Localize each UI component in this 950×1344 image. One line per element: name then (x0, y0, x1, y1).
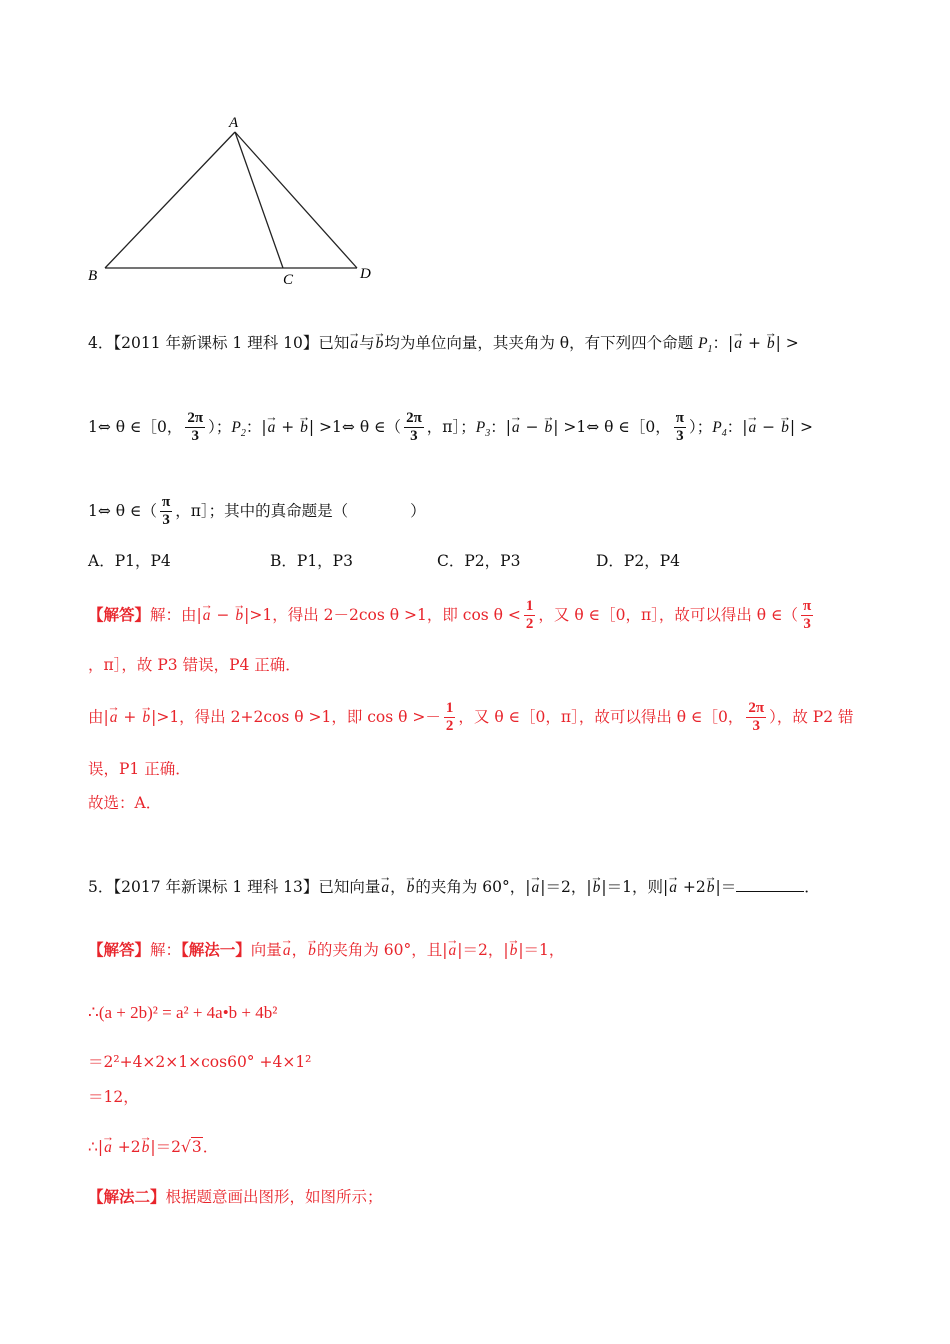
p1-label: $P_1$ (698, 335, 713, 356)
vector-b: → b (375, 334, 385, 354)
vector-a: → a (349, 334, 359, 354)
q4-line-3 (88, 494, 426, 530)
fraction-2pi-3: $\frac{2\pi}{3}$ (187, 410, 204, 445)
label-C: C (283, 272, 294, 288)
fraction-2pi-3: $\frac{2\pi}{3}$ (748, 700, 765, 735)
fraction-2pi-3: $\frac{2\pi}{3}$ (406, 410, 422, 445)
sol5-line-2: ∴(a + 2b)² = a² + 4a•b + 4b² (88, 1003, 278, 1022)
q4-header: 4．【2011 年新课标 1 理科 10】已知 (88, 334, 350, 352)
answer-blank[interactable] (736, 877, 804, 892)
segment-AB (105, 132, 235, 268)
q4-text: 1⇔ θ ∈（ (88, 501, 158, 520)
sol5-line-6: 【解法二】根据题意画出图形，如图所示； (88, 1187, 383, 1206)
triangle-figure (80, 110, 380, 290)
label-D: D (360, 266, 371, 282)
label-B: B (88, 268, 98, 284)
fraction-1-2: $\frac{1}{2}$ (445, 700, 454, 735)
sol4-line-5: 故选：A． (88, 794, 162, 812)
q4-text: 均为单位向量，其夹角为 θ，有下列四个命题 (384, 334, 699, 352)
option-b[interactable]: B．P1，P3 (270, 552, 353, 570)
q4-text: 1⇔ θ ∈［0， (88, 417, 183, 436)
vector-a: → a (733, 334, 743, 354)
option-c[interactable]: C．P2，P3 (437, 552, 521, 570)
sol4-line-1: 【解答】解：由|→ a − → b|>1，得出 2－2cos θ >1，即 cos θ < $\frac{1}{2}$ ，又 θ ∈［0，π］，故可以得出 θ ∈（ $\frac{\pi}{3}$ (88, 598, 816, 634)
q5-header: 5．【2017 年新课标 1 理科 13】已知向量 (88, 878, 381, 896)
q5-line: 5．【2017 年新课标 1 理科 13】已知向量→ a，→ b的夹角为 60°，|→ a|＝2，|→ b|＝1，则|→ a +2→ b|＝ ． (88, 877, 820, 898)
sol4-line-4: 误，P1 正确． (88, 760, 191, 778)
sol4-line-2: ，π］，故 P3 错误，P4 正确． (88, 656, 301, 674)
answer-tag: 【解答】 (88, 940, 151, 959)
method-tag: 【解法一】 (181, 940, 251, 959)
answer-tag: 【解答】 (88, 604, 151, 624)
sol5-line-1: 【解答】解：【解法一】向量→ a，→ b的夹角为 60°，且|→ a|＝2，|→ b|＝1， (88, 940, 564, 961)
label-A: A (229, 115, 239, 131)
vector-b: → b (766, 334, 776, 354)
fraction-pi-3: $\frac{\pi}{3}$ (675, 410, 684, 445)
q4-text: ，π］；其中的真命题是（ ） (175, 501, 426, 520)
q4-text: 与 (359, 334, 375, 352)
fraction-1-2: $\frac{1}{2}$ (525, 598, 534, 633)
sol5-line-3: ＝2²+4×2×1×cos60° +4×1² (88, 1053, 312, 1071)
option-a[interactable]: A．P1，P4 (88, 552, 171, 570)
fraction-pi-3: $\frac{\pi}{3}$ (162, 494, 171, 529)
sol5-line-5: ∴|→ a +2→ b|＝2√3． (88, 1137, 218, 1158)
q4-line-1: 4．【2011 年新课标 1 理科 10】已知→ a与→ b均为单位向量，其夹角为 θ，有下列四个命题 $P_1$：|→ a + → b| > (88, 333, 799, 360)
sol5-line-4: ＝12， (88, 1088, 139, 1106)
sol4-line-3: 由|→ a + → b|>1，得出 2+2cos θ >1，即 cos θ >－ $\frac{1}{2}$ ，又 θ ∈［0，π］，故可以得出 θ ∈［0， $\frac{2\pi}{3}$ ），故 P2 错 (88, 700, 854, 736)
q4-line-2: 1⇔ θ ∈［0， $\frac{2\pi}{3}$ ）；$P_2$：|→ a + → b| >1⇔ θ ∈（ $\frac{2\pi}{3}$ ，π］；$P_3$：|→ a − → b| >1⇔ θ ∈［0， $\frac{\pi}{3}$ ）；$P_4$：|→ a − → b| > (88, 410, 813, 446)
fraction-pi-3: $\frac{\pi}{3}$ (803, 598, 812, 633)
method-tag: 【解法二】 (88, 1187, 166, 1206)
option-d[interactable]: D．P2，P4 (596, 552, 681, 570)
segment-AC (235, 132, 283, 268)
segment-AD (235, 132, 357, 268)
sqrt-symbol: √3 (181, 1138, 202, 1156)
